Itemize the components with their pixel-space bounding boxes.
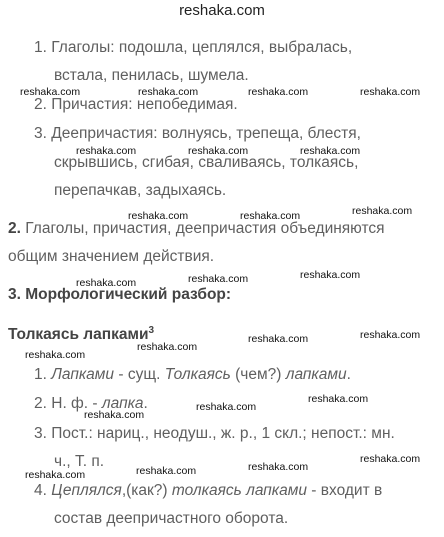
list-item-3: 3. Деепричастия: волнуясь, трепеща, блестя, [34, 125, 361, 142]
watermark: reshaka.com [188, 145, 249, 157]
watermark: reshaka.com [84, 409, 145, 421]
watermark: reshaka.com [248, 86, 309, 98]
watermark: reshaka.com [188, 273, 249, 285]
list-item-3-cont: скрывшись, сгибая, сваливаясь, толкаясь, [54, 154, 359, 171]
watermark: reshaka.com [137, 341, 198, 353]
analysis-item-4: 4. Цеплялся,(как?) толкаясь лапками - входит в [34, 482, 383, 499]
watermark: reshaka.com [128, 210, 189, 222]
watermark: reshaka.com [352, 205, 413, 217]
subheading: Толкаясь лапками$^3$ [8, 324, 155, 343]
watermark: reshaka.com [138, 86, 199, 98]
watermark: reshaka.com [300, 269, 361, 281]
watermark: reshaka.com [240, 210, 301, 222]
analysis-item-3: 3. Пост.: нариц., неодуш., ж. р., 1 скл.; непост.: мн. [34, 425, 395, 442]
list-item-2: 2. Причастия: непобедимая. [34, 96, 238, 113]
watermark: reshaka.com [360, 86, 421, 98]
list-item-1-cont: встала, пенилась, шумела. [54, 67, 249, 84]
watermark: reshaka.com [76, 277, 137, 289]
watermark: reshaka.com [248, 333, 309, 345]
watermark: reshaka.com [360, 329, 421, 341]
section-3-heading: 3. Морфологический разбор: [8, 286, 232, 303]
section-2-cont: общим значением действия. [8, 248, 215, 265]
watermark: reshaka.com [196, 401, 257, 413]
watermark: reshaka.com [300, 145, 361, 157]
watermark: reshaka.com [360, 453, 421, 465]
watermark: reshaka.com [76, 145, 137, 157]
watermark: reshaka.com [25, 349, 86, 361]
watermark-top: reshaka.com [179, 2, 265, 19]
list-item-1: 1. Глаголы: подошла, цеплялся, выбралась, [34, 39, 353, 56]
analysis-item-2: 2. Н. ф. - лапка. [34, 395, 148, 412]
watermark: reshaka.com [308, 393, 369, 405]
analysis-item-1: 1. Лапками - сущ. Толкаясь (чем?) лапками. [34, 366, 351, 383]
watermark: reshaka.com [248, 461, 309, 473]
analysis-item-4-cont: состав деепричастного оборота. [54, 510, 289, 527]
section-2: 2. Глаголы, причастия, деепричастия объединяются [8, 220, 385, 237]
watermark: reshaka.com [136, 465, 197, 477]
watermark: reshaka.com [20, 86, 81, 98]
list-item-3-cont2: перепачкав, задыхаясь. [54, 182, 227, 199]
analysis-item-3-cont: ч., Т. п. [54, 453, 105, 470]
watermark: reshaka.com [25, 469, 86, 481]
